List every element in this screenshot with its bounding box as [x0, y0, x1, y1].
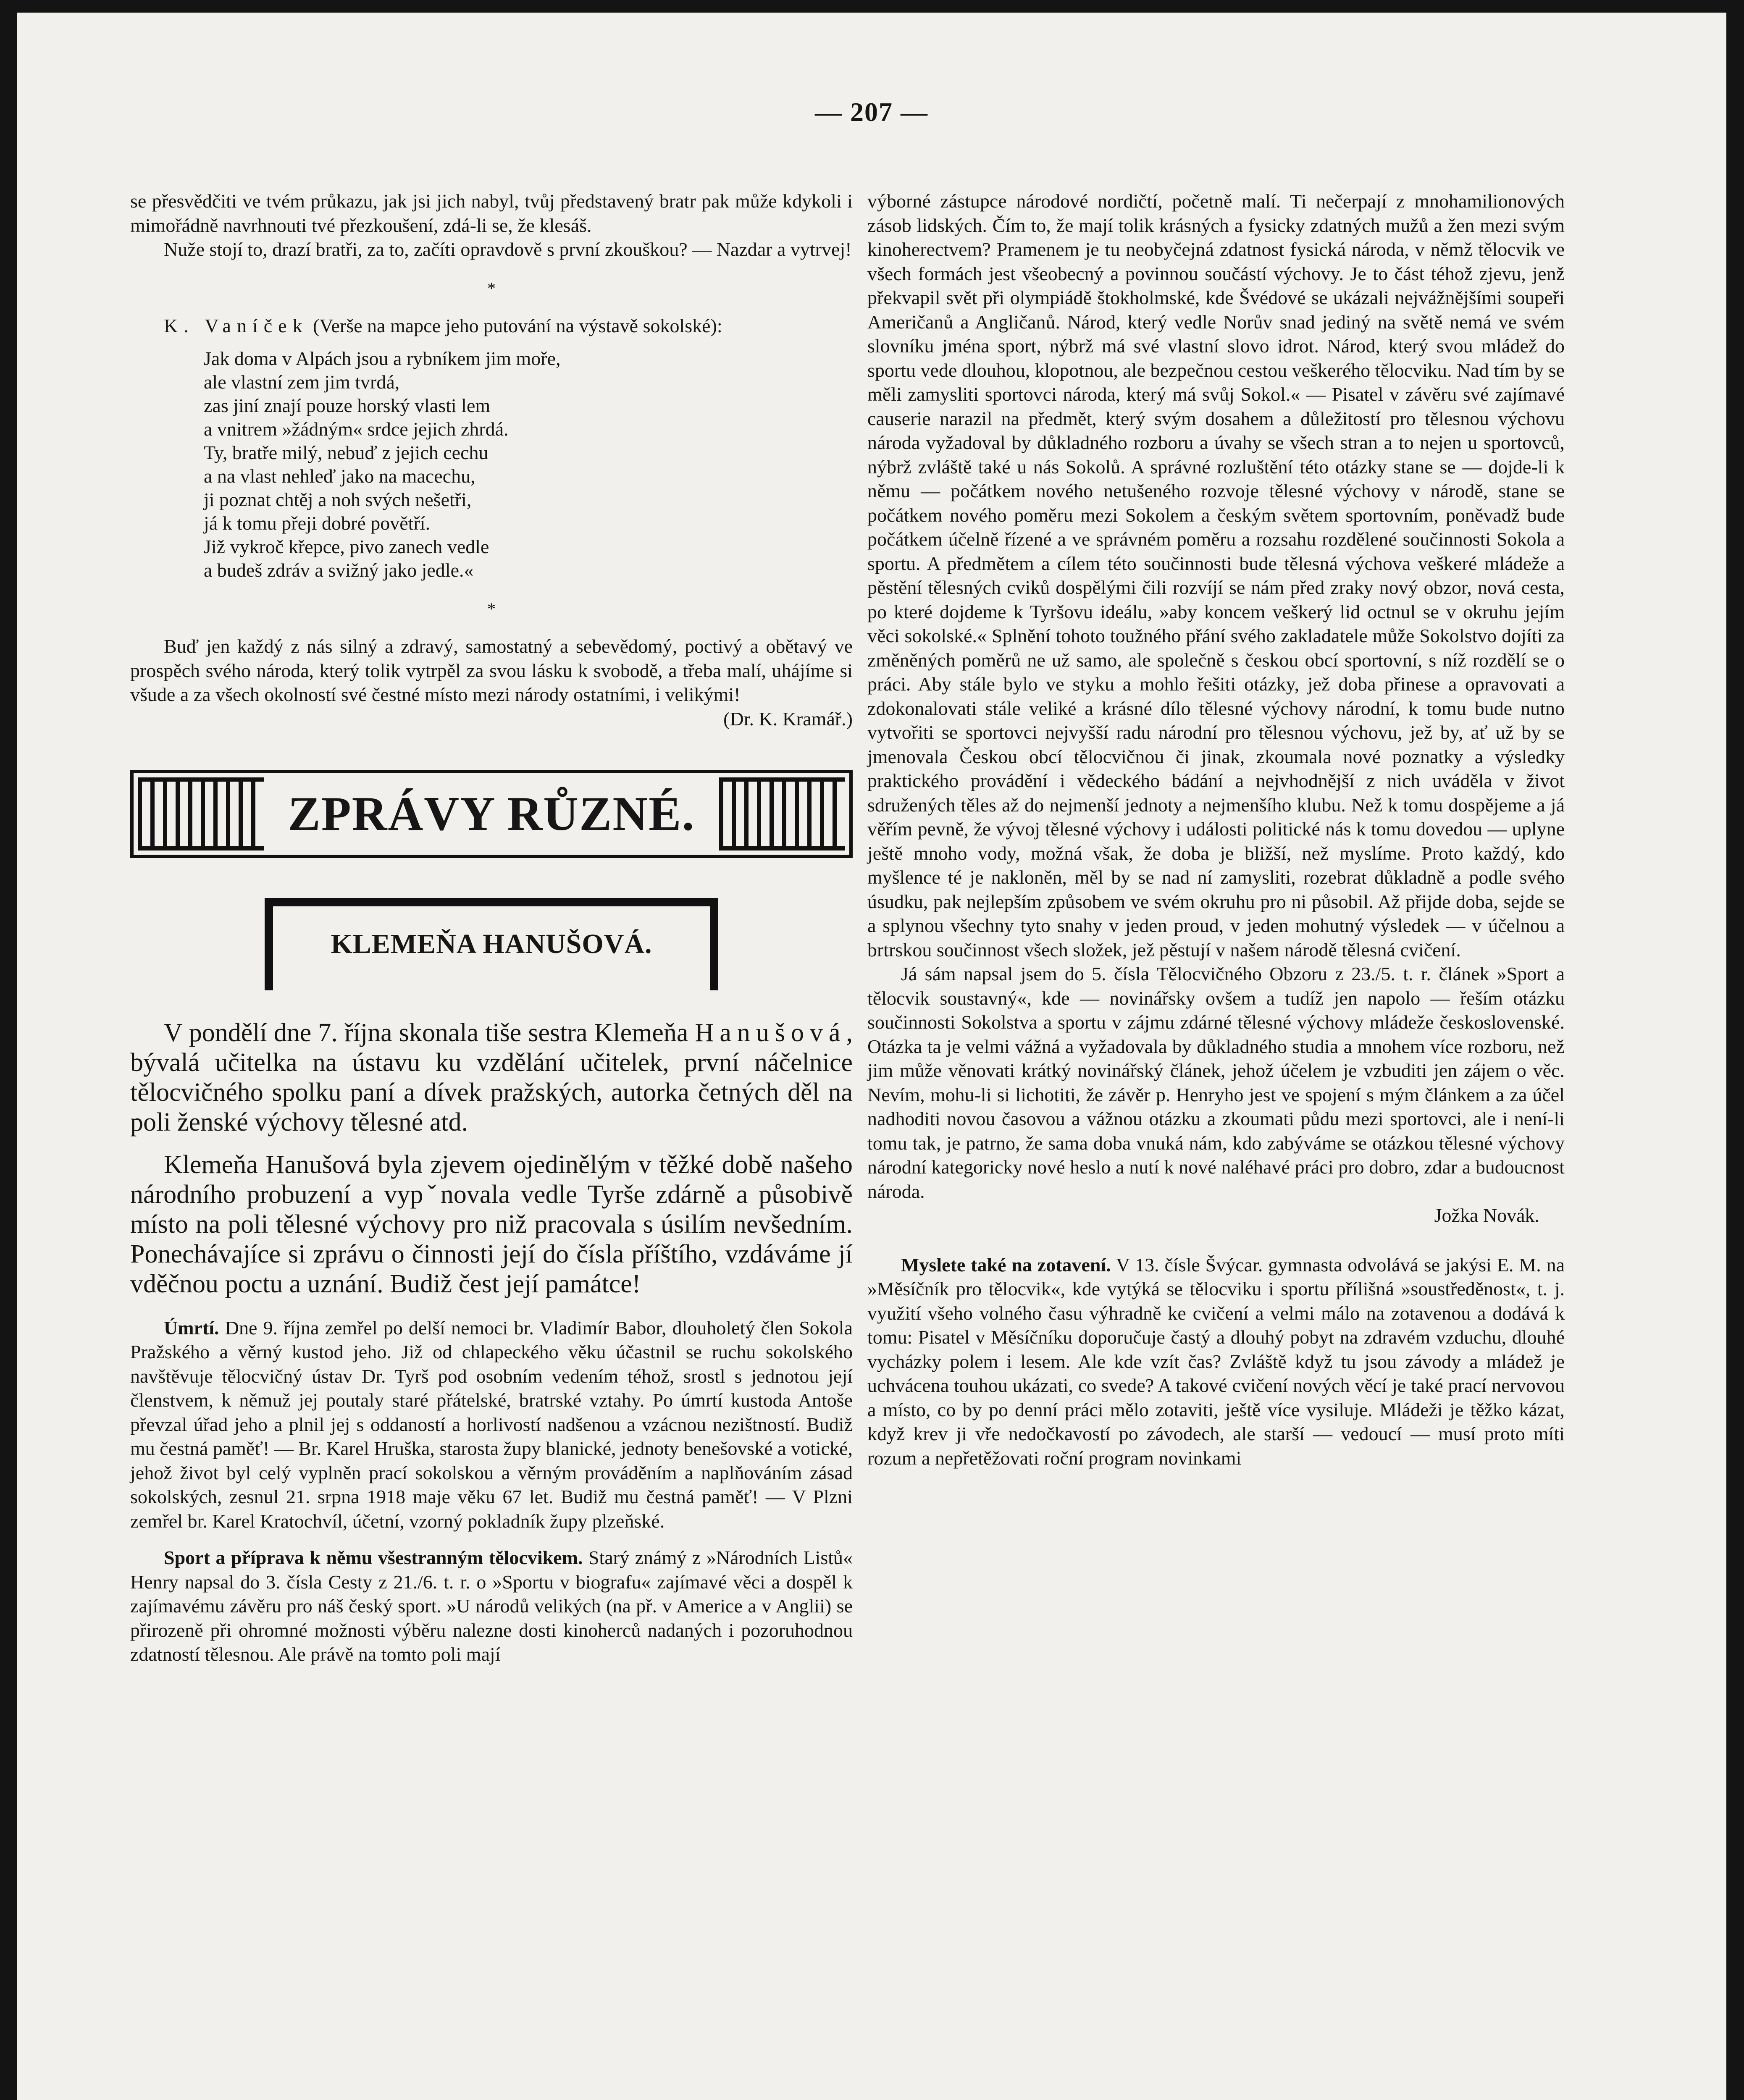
- vanicek-caption: (Verše na mapce jeho putování na výstavě sokolské):: [313, 315, 722, 336]
- section-separator: *: [487, 278, 496, 298]
- intro-paragraph: se přesvědčiti ve tvém průkazu, jak jsi jich nabyl, tvůj představený bratr pak může kdykoli i mimořádně navrhnouti tvé přezkoušení, zdá-li se, že klesáš.: [130, 190, 853, 236]
- kramar-quote: [130, 634, 853, 730]
- right-column: [867, 189, 1565, 1470]
- poem: [130, 347, 853, 582]
- obituary-text: , bývalá učitelka na ústavu ku vzdělání učitelek, první náčelnice tělocvičného spolku paní a dívek pražských, autorka četných děl na poli ženské výchovy tělesné atd.: [130, 1018, 853, 1137]
- article-paragraph: Já sám napsal jsem do 5. čísla Tělocvičného Obzoru z 23./5. t. r. článek »Sport a tělocvik soustavný«, kde — novinářsky ovšem a tudíž jen napolo — řeším otázku součinnosti Sokolstva a sportu v zájmu zdárné tělesné výchovy mládeže československé. Otázka ta je velmi vážná a vyžadovala by důkladného studia a mnohem více rozboru, než jim může věnovati krátký novinářský článek, jehož účelem je vzbuditi jen zájem o věc. Nevím, mohu-li si lichotiti, že závěr p. Henryho jest ve spojení s mým článkem a za účel nadhoditi novou časovou a vážnou otázku a zkoumati půdu mezi sportovci, ale i není-li tomu tak, je patrno, že sama doba vnuká nám, kdo zabýváme se otázkou tělesné výchovy národní kategoricky nové heslo a nutí k nové naléhavé práci pro dobro, zdar a budoucnost národa.: [867, 963, 1565, 1202]
- news-text: Dne 9. října zemřel po delší nemoci br. Vladimír Babor, dlouholetý člen Sokola Pražského a věrný kustod jeho. Již od chlapeckého věku účastnil se ruchu sokolského navštěvuje tělocvičný ústav Dr. Tyrš pod osobním vedením téhož, srostl s jednotou její členstvem, k němuž jej poutaly staré přátelské, bratrské vztahy. Po úmrtí kustoda Antoše převzal úřad jeho a plnil jej s oddaností a horlivostí nadšenou a vzácnou nezištností. Budiž mu čestná paměť! — Br. Karel Hruška, starosta župy blanické, jednoty benešovské a votické, jehož život byl celý vyplněn prací sokolskou a věrným prováděním a naplňováním zásad sokolských, zesnul 21. srpna 1918 maje věku 67 let. Budiž mu čestná paměť! — V Plzni zemřel br. Karel Kratochvíl, účetní, vzorný pokladník župy plzeňské.: [130, 1317, 853, 1532]
- news-heading: Myslete také na zotavení.: [901, 1254, 1111, 1276]
- obituary-text: V pondělí dne 7. října skonala tiše sestra Klemeňa: [164, 1018, 688, 1047]
- poem-line: ale vlastní zem jim tvrdá,: [204, 371, 400, 393]
- left-column: [130, 189, 853, 1667]
- poem-line: Ty, bratře milý, nebuď z jejich cechu: [204, 442, 489, 463]
- poem-line: ji poznat chtěj a noh svých nešetři,: [204, 489, 472, 510]
- obituary-frame: [265, 898, 718, 990]
- vanicek-intro: [130, 314, 853, 338]
- intro-closing: Nuže stojí to, drazí bratři, za to, začíti opravdově s první zkouškou? — Nazdar a vytrvej!: [164, 239, 852, 260]
- poem-line: a vnitrem »žádným« srdce jejich zhrdá.: [204, 418, 509, 440]
- obituary-body: [130, 1018, 853, 1299]
- poem-line: a na vlast nehleď jako na macechu,: [204, 465, 475, 487]
- news-heading: Úmrtí.: [164, 1317, 219, 1339]
- poem-line: já k tomu přeji dobré povětří.: [204, 512, 431, 534]
- news-sport: [130, 1546, 853, 1667]
- ornament-left: [138, 777, 264, 850]
- obituary-name: Hanušová: [695, 1018, 846, 1047]
- section-heading: ZPRÁVY RŮZNÉ.: [268, 773, 715, 855]
- section-banner: [130, 770, 853, 858]
- news-heading: Sport a příprava k němu všestranným tělocvikem.: [164, 1547, 583, 1568]
- article-signature: Jožka Novák.: [1434, 1205, 1539, 1226]
- obituary-title: KLEMEŇA HANUŠOVÁ.: [331, 928, 652, 959]
- section-separator: *: [487, 599, 496, 618]
- news-umrti: [130, 1316, 853, 1533]
- poem-line: a budeš zdráv a svižný jako jedle.«: [204, 559, 474, 581]
- news-text: V 13. čísle Švýcar. gymnasta odvolává se jakýsi E. M. na »Měsíčník pro tělocvik«, kde vytýká se tělocviku i sportu přílišná »soustředěnost«, t. j. využití všeho volného času výhradně ke cvičení a velmi málo na zotavenou a dodává k tomu: Pisatel v Měsíčníku doporučuje častý a dlouhý pobyt na zdravém vzduchu, dlouhé vycházky polem i lesem. Ale kde vzít čas? Zvláště když tu jsou závody a mládež je uchvácena touhou ukázati, co svede? A takové cvičení nových věcí je také prací nervovou a místo, co by po denní práci mělo zotaviti, ještě více vysiluje. Mládeži je těžko kázat, když krev ji vře nedočkavostí po závodech, ale starší — vedoucí — musí proto míti rozum a nepřetěžovati roční program novinkami: [867, 1254, 1565, 1469]
- newspaper-page: [17, 13, 1726, 2100]
- quote-signature: (Dr. K. Kramář.): [723, 708, 853, 730]
- news-text: Starý známý z »Národních Listů« Henry napsal do 3. čísla Cesty z 21./6. t. r. o »Sportu v biografu« zajímavé věci a dospěl k zajímavému závěru pro náš český sport. »U národů velikých (na př. v Americe a v Anglii) se přirozeně při ohromné možnosti výběru nalezne dosti kinoherců nadaných i pozoruhodnou zdatností tělesnou. Ale právě na tomto poli mají: [130, 1547, 853, 1665]
- page-number: — 207 —: [815, 97, 928, 127]
- obituary-paragraph: [130, 1018, 853, 1137]
- obituary-paragraph: Klemeňa Hanušová byla zjevem ojedinělým v těžké době našeho národního probuzení a vypˇnovala vedle Tyrše zdárně a působivě místo na poli tělesné výchovy pro niž pracovala s úsilím nevšedním. Ponechávajíce si zprávu o činnosti její do čísla příštího, vzdáváme jí vděčnou poctu a uznání. Budiž čest její památce!: [130, 1150, 853, 1298]
- news-zotaveni: [867, 1253, 1565, 1470]
- poem-line: Již vykroč křepce, pivo zanech vedle: [204, 536, 489, 557]
- author-name: K. Vaníček: [164, 315, 308, 336]
- article-continuation: výborné zástupce národové nordičtí, početně malí. Ti nečerpají z mnohamilionových zásob lidských. Čím to, že mají tolik krásných a fysicky zdatných mužů a žen mezi svým kinoherectvem? Pramenem je tu neobyčejná zdatnost fysická národa, v němž tělocvik ve všech formách jest všeobecný a povinnou součástí výchovy. Je to část téhož zjevu, jenž překvapil svět při olympiádě štokholmské, kde Švédové se ukázali nejvážnějšími soupeři Američanů a Angličanů. Národ, který vedle Norův snad jediný na světě nemá ve svém slovníku jména sport, nýbrž má své vlastní slovo idrot. Národ, který svou mládež do sportu vede dlouhou, klopotnou, ale bezpečnou cestou veškerého tělocviku. Nad tím by se měli zamysliti sportovci národa, který má svůj Sokol.« — Pisatel v závěru své zajímavé causerie narazil na předmět, který svým dosahem a důležitostí pro tělesnou výchovu národa vyžadoval by důkladného rozboru a úvahy se všech stran a to nejen u sportovců, nýbrž zvláště také u nás Sokolů. A správné rozluštění této otázky stane se — dojde-li k němu — počátkem nového netušeného rozvoje tělesné výchovy v národě, stane se počátkem nového poměru mezi Sokolem a českým světem sportovním, poněvadž bude počátkem účelně řízené a ve správném poměru a rozsahu rozdělené součinnosti Sokola a sportu. A předmětem a cílem této součinnosti bude tělesná výchova veškeré mládeže a pěstění tělesných cviků dospělými čili rozvíjí se nám před zraky nový obzor, nová cesta, po které dojdeme k Tyršovu ideálu, »aby koncem veškerý lid octnul se v okruhu jejím věci sokolské.« Splnění tohoto toužného přání svého zakladatele může Sokolstvo dojíti za změněných poměrů ne už samo, ale společně s českou obcí sportovní, s níž rozdělí se o práci. Aby stále bylo ve styku a mohlo řešiti otázky, jež doba přinese a opravovati a zdokonalovati stále veliké a krásné dílo tělesné výchovy národní, k tomu bude nutno vytvořiti se sportovci nejvyšší radu národní pro tělesnou výchovu, jež by, ať už by se jmenovala Českou obcí tělocvičnou či jinak, zkoumala nové poznatky a výsledky praktického provádění i vědeckého bádání a nejvhodnější z nich uváděla v život sdružených těles až do nejmenší jednoty a nejmenšího klubu. Než k tomu dospějeme a já věřím pevně, že vývoj tělesné výchovy i události politické nás k tomu dovedou — uplyne ještě mnoho vody, možná však, že doba je bližší, než myslíme. Proto každý, kdo myšlence té je nakloněn, měl by se nad ní zamysliti, rozebrat důkladně a podle svého úsudku, pak nejlepším způsobem ve svém okruhu pro ni působil. Až přijde doba, sejde se a splynou všechny tyto snahy v jeden proud, v jeden mohutný výsledek — v účelnou a brtrskou součinnost všech složek, jež pěstují v našem národě tělesná cvičení.: [867, 190, 1565, 961]
- quote-text: Buď jen každý z nás silný a zdravý, samostatný a sebevědomý, poctivý a obětavý ve prospěch svého národa, který tolik vytrpěl za svou lásku k svobodě, a třeba malí, uhájíme si všude a za všech okolností své čestné místo mezi národy ostatními, i velikými!: [130, 635, 853, 705]
- poem-line: zas jiní znají pouze horský vlasti lem: [204, 395, 491, 416]
- poem-line: Jak doma v Alpách jsou a rybníkem jim moře,: [204, 348, 561, 369]
- ornament-right: [719, 777, 845, 850]
